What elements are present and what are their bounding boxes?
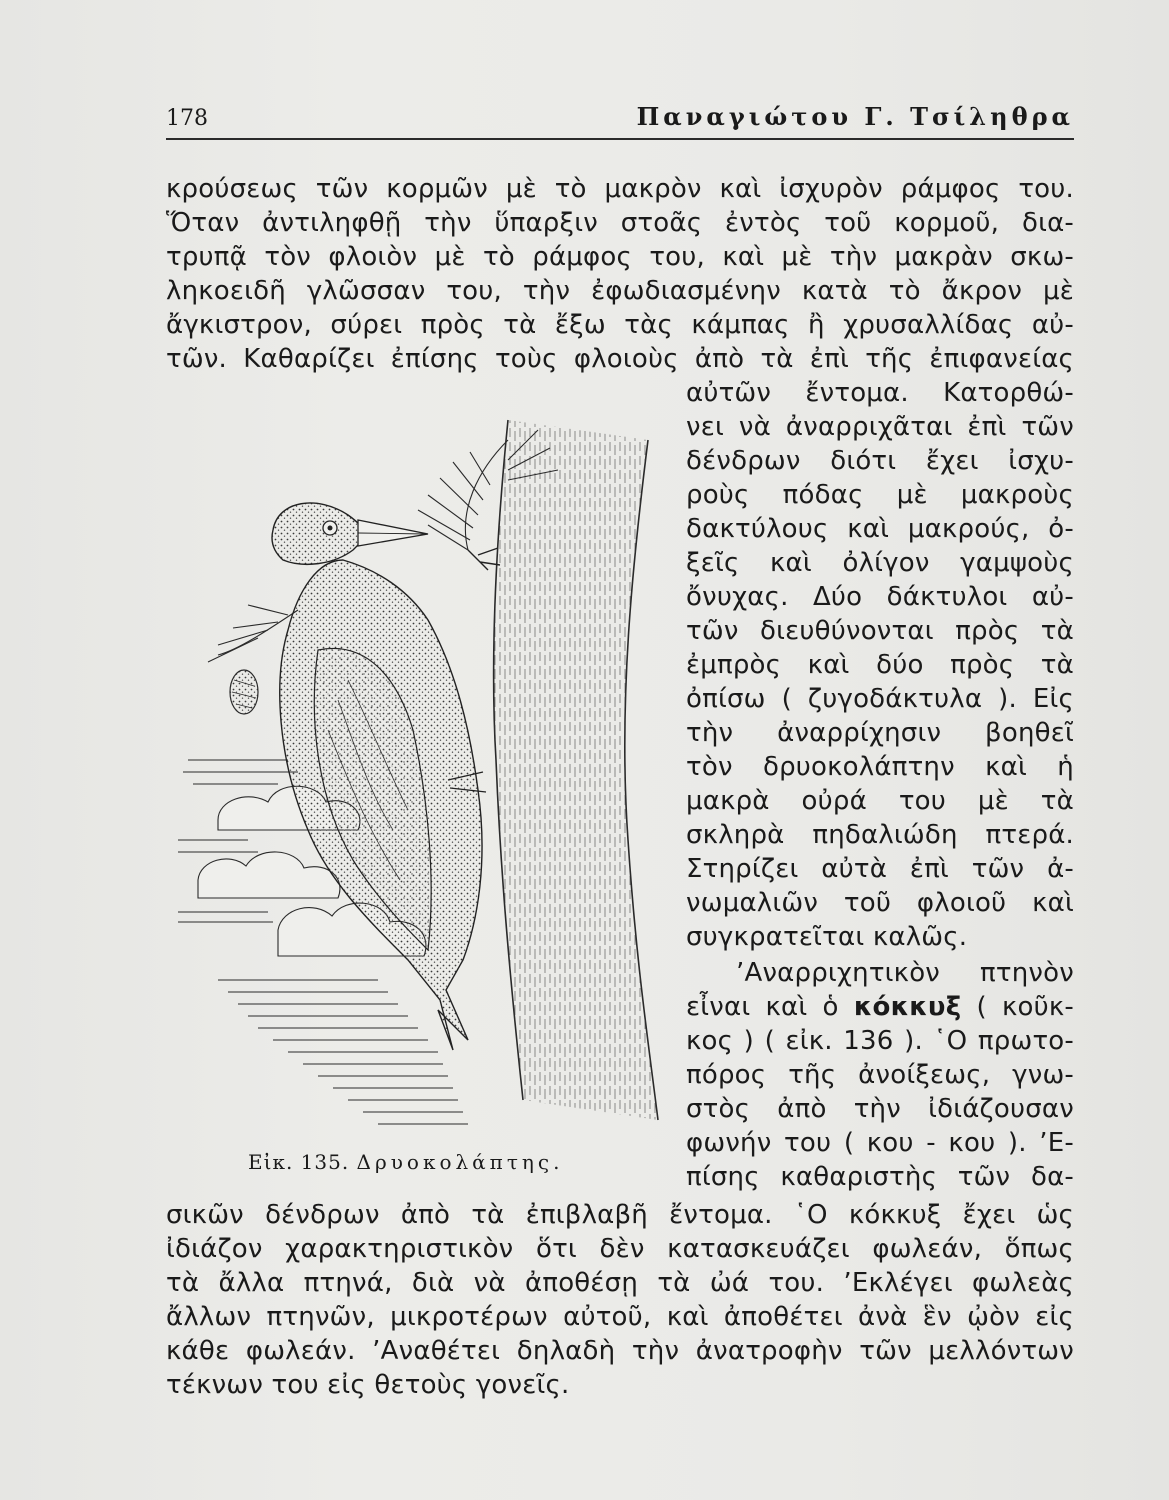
text-line: μακρὰ οὐρά του μὲ τὰ [686, 786, 1074, 816]
text-line: κος ) ( εἰκ. 136 ). ῾Ο πρωτο- [686, 1026, 1074, 1056]
text-line: ροὺς πόδας μὲ μακροὺς [686, 480, 1074, 510]
woodpecker-illustration [178, 400, 668, 1160]
text-line: ἄγκιστρον, σύρει πρὸς τὰ ἔξω τὰς κάμπας ἢ χρυσαλλίδας αὐ- [166, 310, 1074, 340]
text-line: ὀπίσω ( ζυγοδάκτυλα ). Εἰς [686, 684, 1074, 714]
text-segment: ( κοῦκ- [961, 992, 1074, 1022]
text-line: δακτύλους καὶ μακρούς, ὀ- [686, 514, 1074, 544]
figure-caption [248, 1150, 563, 1174]
text-line: τὰ ἄλλα πτηνά, διὰ νὰ ἀποθέσῃ τὰ ὠά του. ’Εκλέγει φωλεὰς [166, 1268, 1074, 1298]
text-line: ’Αναρριχητικὸν πτηνὸν [736, 958, 1074, 988]
text-line: κρούσεως τῶν κορμῶν μὲ τὸ μακρὸν καὶ ἰσχυρὸν ράμφος του. [166, 174, 1074, 204]
page-number: 178 [166, 106, 208, 131]
text-line: ξεῖς καὶ ὀλίγον γαμψοὺς [686, 548, 1074, 578]
text-line: νωμαλιῶν τοῦ φλοιοῦ καὶ [686, 888, 1074, 918]
caption-name: Δρυοκολάπτης. [356, 1150, 564, 1174]
text-line: αὐτῶν ἔντομα. Κατορθώ- [686, 378, 1074, 408]
text-line: τέκνων του εἰς θετοὺς γονεῖς. [166, 1370, 570, 1400]
text-line: ἐμπρὸς καὶ δύο πρὸς τὰ [686, 650, 1074, 680]
text-line: σικῶν δένδρων ἀπὸ τὰ ἐπιβλαβῆ ἔντομα. ῾Ο κόκκυξ ἔχει ὡς [166, 1200, 1074, 1230]
running-head [166, 98, 1074, 140]
text-line: πίσης καθαριστὴς τῶν δα- [686, 1162, 1074, 1192]
text-line: ὄνυχας. Δύο δάκτυλοι αὐ- [686, 582, 1074, 612]
text-line: Στηρίζει αὐτὰ ἐπὶ τῶν ἀ- [686, 854, 1074, 884]
text-line: φωνήν του ( κου - κου ). ’Ε- [686, 1128, 1074, 1158]
text-line: πόρος τῆς ἀνοίξεως, γνω- [686, 1060, 1074, 1090]
text-line: τὴν ἀναρρίχησιν βοηθεῖ [686, 718, 1074, 748]
text-line: τῶν διευθύνονται πρὸς τὰ [686, 616, 1074, 646]
text-line: Ὅταν ἀντιληφθῇ τὴν ὕπαρξιν στοᾶς ἐντὸς τοῦ κορμοῦ, δια- [166, 208, 1074, 238]
text-line: στὸς ἀπὸ τὴν ἰδιάζουσαν [686, 1094, 1074, 1124]
text-line: κάθε φωλεάν. ’Αναθέτει δηλαδὴ τὴν ἀνατροφὴν τῶν μελλόντων [166, 1336, 1074, 1366]
text-line: δένδρων διότι ἔχει ἰσχυ- [686, 446, 1074, 476]
text-line: τρυπᾷ τὸν φλοιὸν μὲ τὸ ράμφος του, καὶ μὲ τὴν μακρὰν σκω- [166, 242, 1074, 272]
bold-term: κόκκυξ [853, 992, 962, 1022]
text-segment: εἶναι καὶ ὁ [686, 992, 854, 1022]
text-line: τὸν δρυοκολάπτην καὶ ἡ [686, 752, 1074, 782]
text-line: ἄλλων πτηνῶν, μικροτέρων αὐτοῦ, καὶ ἀποθέτει ἀνὰ ἓν ᾠὸν εἰς [166, 1302, 1074, 1332]
text-line: νει νὰ ἀναρριχᾶται ἐπὶ τῶν [686, 412, 1074, 442]
woodpecker-bird [272, 503, 500, 1050]
text-line: συγκρατεῖται καλῶς. [686, 922, 968, 952]
text-line: σκληρὰ πηδαλιώδη πτερά. [686, 820, 1074, 850]
text-line-kokkyx [686, 990, 1074, 1024]
text-line: ἰδιάζον χαρακτηριστικὸν ὅτι δὲν κατασκευάζει φωλεάν, ὅπως [166, 1234, 1074, 1264]
header-title: Παναγιώτου Γ. Τσίληθρα [636, 102, 1074, 131]
caption-prefix: Εἰκ. 135. [248, 1150, 350, 1174]
text-line: ληκοειδῆ γλῶσσαν του, τὴν ἐφωδιασμένην κατὰ τὸ ἄκρον μὲ [166, 276, 1074, 306]
text-line: τῶν. Καθαρίζει ἐπίσης τοὺς φλοιοὺς ἀπὸ τὰ ἐπὶ τῆς ἐπιφανείας [166, 344, 1074, 374]
pine-cone [230, 670, 258, 714]
